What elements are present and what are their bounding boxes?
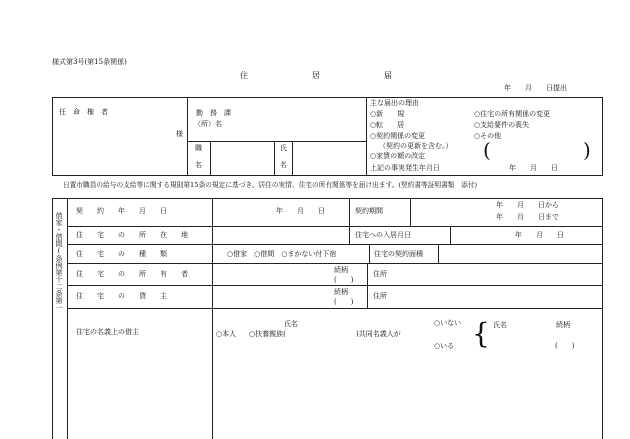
borrower-dependent-close: )共同名義人が [356, 330, 401, 338]
contract-period-from[interactable]: 年 月 日から [496, 201, 559, 209]
side-label: 借家・借間(条例第十二条第一 [55, 212, 63, 311]
contract-period-label: 契約期間 [355, 207, 383, 215]
reason-ownership-change[interactable]: ○住宅の所有関係の変更 [474, 110, 551, 118]
reason-other[interactable]: ○その他 [474, 132, 502, 140]
position-label: 職 [195, 144, 202, 152]
borrower-label: 住宅の名義上の借主 [76, 328, 139, 336]
reason-note: （契約の更新を含む。） [379, 142, 453, 150]
reason-new[interactable]: ○新 規 [370, 110, 405, 118]
position-label-2: 名 [195, 161, 202, 169]
appointer-honorific: 様 [176, 130, 183, 138]
contract-date-value[interactable]: 年 月 日 [276, 207, 325, 215]
lender-label: 住 宅 の 貸 主 [76, 292, 167, 300]
appointer-label: 任 命 権 者 [59, 108, 108, 116]
joint-relation-paren[interactable]: ( ) [555, 342, 575, 350]
joint-none[interactable]: ○いない [434, 319, 462, 327]
borrower-name-label: 氏名 [284, 320, 298, 328]
submission-date[interactable]: 年 月 日提出 [504, 84, 567, 92]
joint-relation-label: 続柄 [556, 321, 570, 329]
lender-residence-label: 住所 [373, 292, 387, 300]
joint-name-label: 氏名 [493, 321, 507, 329]
type-label: 住 宅 の 種 類 [76, 250, 167, 258]
joint-yes[interactable]: ○いる [434, 342, 455, 350]
form-number: 様式第3号(第15条関係) [52, 58, 127, 66]
department-label: 勤 務 課 [196, 109, 231, 117]
statement-text: 日置市職員の給与の支給等に関する規則第15条の規定に基づき、居住の実情、住宅の所有関係等を届け出ます。(契約書等証明書類 添付) [63, 181, 478, 189]
owner-residence-label: 住所 [373, 270, 387, 278]
joint-brace-icon: { [472, 317, 490, 350]
borrower-self[interactable]: ○本人 [216, 330, 237, 338]
occurrence-date-label: 上記の事実発生年月日 [370, 164, 440, 172]
owner-relation-paren[interactable]: ( ) [334, 276, 354, 284]
move-in-value[interactable]: 年 月 日 [515, 231, 564, 239]
borrower-dependent[interactable]: ○扶養親族( [249, 330, 286, 338]
type-options[interactable]: ○借家 ○借間 ○まかない付下宿 [227, 250, 337, 258]
owner-label: 住 宅 の 所 有 者 [76, 270, 188, 278]
occurrence-date-value[interactable]: 年 月 日 [509, 164, 558, 172]
contract-date-label: 契 約 年 月 日 [76, 207, 167, 215]
department-label-2: （所）名 [194, 120, 222, 128]
other-open-brace-icon: ( [483, 138, 491, 162]
lender-relation-paren[interactable]: ( ) [334, 298, 354, 306]
owner-relation-label: 続柄 [334, 266, 348, 274]
form-title: 住 居 届 [240, 71, 392, 80]
reason-header: 主な届出の理由 [370, 99, 419, 107]
reason-rent[interactable]: ○家賃の額の改定 [370, 152, 426, 160]
reason-contract-change[interactable]: ○契約関係の変更 [370, 132, 426, 140]
contract-period-to[interactable]: 年 月 日まで [496, 213, 559, 221]
other-close-brace-icon: ) [583, 138, 591, 162]
name-label-2: 名 [280, 161, 287, 169]
address-label: 住 宅 の 所 在 地 [76, 231, 188, 239]
lender-relation-label: 続柄 [334, 288, 348, 296]
contract-area-label: 住宅の契約面積 [374, 250, 423, 258]
reason-move[interactable]: ○転 居 [370, 121, 405, 129]
name-label: 氏 [280, 144, 287, 152]
reason-ineligible[interactable]: ○支給要件の喪失 [474, 121, 530, 129]
move-in-label: 住宅への入居月日 [355, 231, 411, 239]
